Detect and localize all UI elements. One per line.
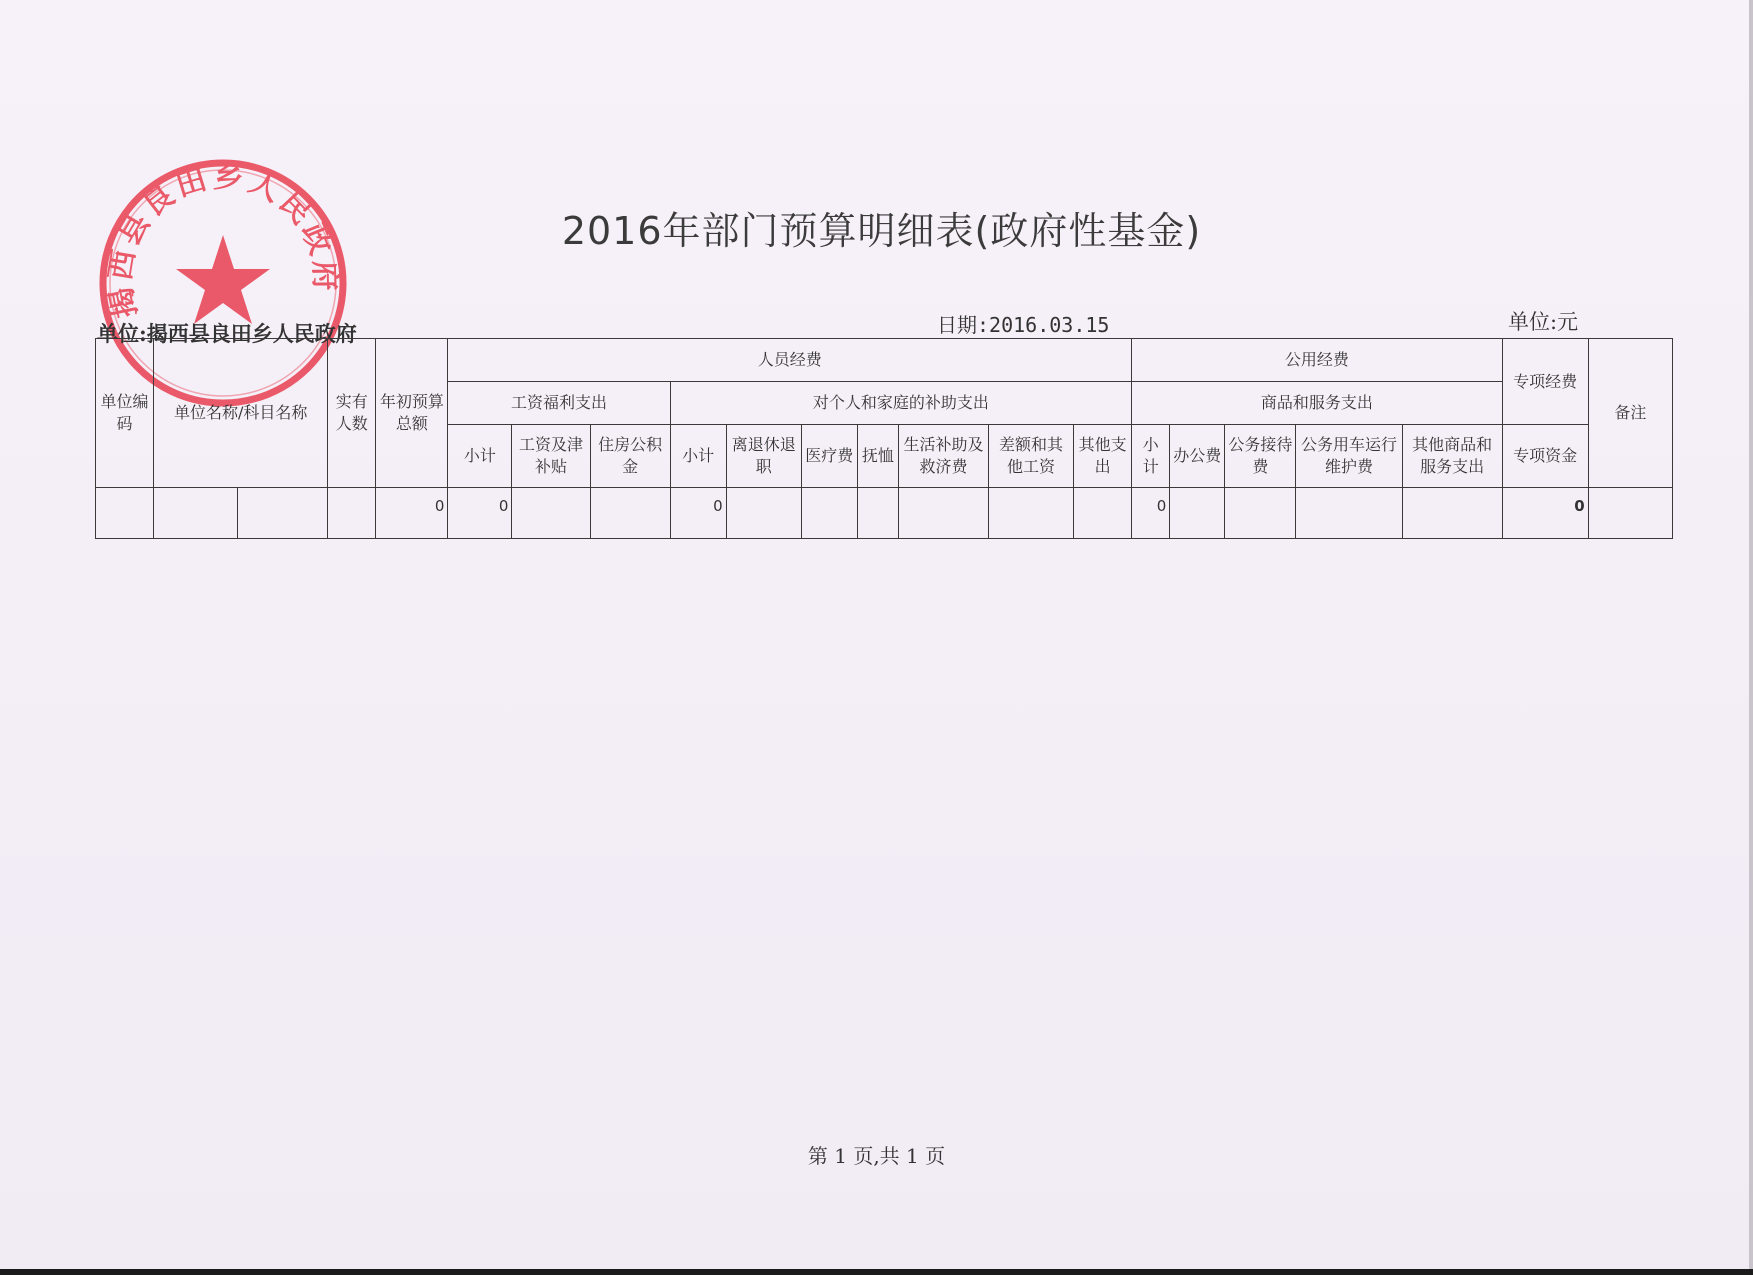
header-wage-subtotal: 小计 — [448, 425, 512, 488]
seal-text: 揭西县良田乡人民政府 — [102, 159, 343, 321]
scan-edge-bottom — [0, 1269, 1753, 1275]
cell-reception — [1225, 488, 1296, 539]
page-footer: 第 1 页,共 1 页 — [807, 1144, 946, 1168]
header-retirement: 离退休退职 — [726, 425, 801, 488]
date-label: 日期:2016.03.15 — [937, 313, 1110, 337]
header-vehicle: 公务用车运行维护费 — [1296, 425, 1402, 488]
cell-other-expense — [1074, 488, 1132, 539]
cell-living-relief — [898, 488, 988, 539]
table-row — [96, 488, 1673, 539]
currency-unit-label: 单位:元 — [1508, 310, 1579, 334]
budget-table — [95, 338, 1673, 539]
cell-special-funds: 0 — [1502, 488, 1588, 539]
cell-unit-name — [154, 488, 238, 539]
header-headcount: 实有人数 — [328, 339, 376, 488]
header-public-expenses: 公用经费 — [1132, 339, 1502, 382]
header-difference-wages: 差额和其他工资 — [989, 425, 1074, 488]
header-other-expense: 其他支出 — [1074, 425, 1132, 488]
header-goods-services: 商品和服务支出 — [1132, 382, 1502, 425]
header-other-goods: 其他商品和服务支出 — [1402, 425, 1502, 488]
cell-subsidy-subtotal: 0 — [670, 488, 726, 539]
cell-office — [1170, 488, 1225, 539]
header-medical: 医疗费 — [801, 425, 857, 488]
header-remarks: 备注 — [1588, 339, 1672, 488]
cell-headcount — [328, 488, 376, 539]
cell-retirement — [726, 488, 801, 539]
header-personal-family-subsidy: 对个人和家庭的补助支出 — [670, 382, 1132, 425]
cell-pension — [857, 488, 898, 539]
cell-vehicle — [1296, 488, 1402, 539]
header-special-expenses: 专项经费 — [1502, 339, 1588, 425]
header-reception: 公务接待费 — [1225, 425, 1296, 488]
header-living-relief: 生活补助及救济费 — [898, 425, 988, 488]
unit-name-label: 单位:揭西县良田乡人民政府 — [97, 321, 357, 346]
header-wage-welfare: 工资福利支出 — [448, 382, 670, 425]
cell-other-goods — [1402, 488, 1502, 539]
header-unit-code: 单位编码 — [96, 339, 154, 488]
cell-wage-subtotal: 0 — [448, 488, 512, 539]
cell-difference-wages — [989, 488, 1074, 539]
cell-goods-subtotal: 0 — [1132, 488, 1170, 539]
cell-subject-name — [238, 488, 328, 539]
header-pension: 抚恤 — [857, 425, 898, 488]
header-personnel-expenses: 人员经费 — [448, 339, 1132, 382]
page-title: 2016年部门预算明细表(政府性基金) — [561, 209, 1202, 253]
header-office: 办公费 — [1170, 425, 1225, 488]
cell-initial-budget-total: 0 — [376, 488, 448, 539]
header-initial-budget-total: 年初预算总额 — [376, 339, 448, 488]
cell-wage-allowance — [512, 488, 590, 539]
header-wage-allowance: 工资及津补贴 — [512, 425, 590, 488]
header-housing-fund: 住房公积金 — [590, 425, 670, 488]
header-subsidy-subtotal: 小计 — [670, 425, 726, 488]
cell-housing-fund — [590, 488, 670, 539]
header-unit-name-subject: 单位名称/科目名称 — [154, 339, 328, 488]
cell-unit-code — [96, 488, 154, 539]
header-special-funds: 专项资金 — [1502, 425, 1588, 488]
header-goods-subtotal: 小计 — [1132, 425, 1170, 488]
cell-remarks — [1588, 488, 1672, 539]
cell-medical — [801, 488, 857, 539]
scan-edge-right — [1749, 0, 1753, 1275]
